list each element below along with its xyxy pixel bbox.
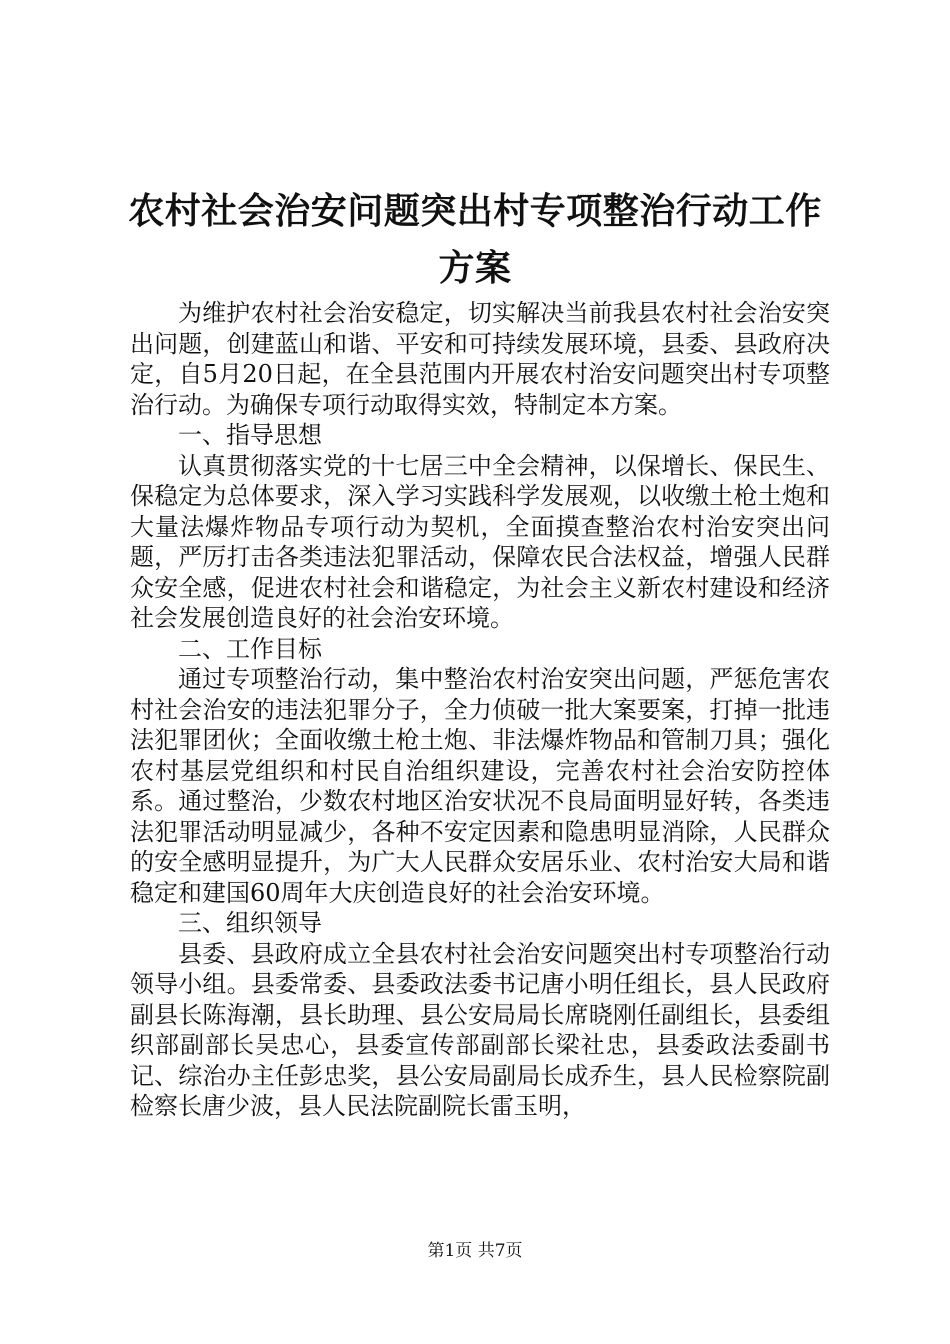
organization-paragraph: 县委、县政府成立全县农村社会治安问题突出村专项整治行动领导小组。县委常委、县委政法委书记唐小明任组长，县人民政府副县长陈海潮，县长助理、县公安局局长席晓刚任副组长，县委组织部副部长吴忠心，县委宣传部副部长梁社忠，县委政法委副书记、综治办主任彭忠奖，县公安局副局长成乔生，县人民检察院副检察长唐少波，县人民法院副院长雷玉明， bbox=[130, 939, 830, 1120]
page-footer: 第1页 共7页 bbox=[427, 1241, 523, 1261]
work-goals-paragraph: 通过专项整治行动，集中整治农村治安突出问题，严惩危害农村社会治安的违法犯罪分子，全力侦破一批大案要案，打掉一批违法犯罪团伙；全面收缴土枪土炮、非法爆炸物品和管制刀具；强化农村基层党组织和村民自治组织建设，完善农村社会治安防控体系。通过整治，少数农村地区治安状况不良局面明显好转，各类违法犯罪活动明显减少，各种不安定因素和隐患明显消除，人民群众的安全感明显提升，为广大人民群众安居乐业、农村治安大局和谐稳定和建国60周年大庆创造良好的社会治安环境。 bbox=[130, 665, 830, 907]
document-body bbox=[130, 298, 830, 1122]
section-heading-work-goals: 二、工作目标 bbox=[178, 634, 322, 663]
guiding-ideology-paragraph: 认真贯彻落实党的十七居三中全会精神，以保增长、保民生、保稳定为总体要求，深入学习实践科学发展观，以收缴土枪土炮和大量法爆炸物品专项行动为契机，全面摸查整治农村治安突出问题，严厉打击各类违法犯罪活动，保障农民合法权益，增强人民群众安全感，促进农村社会和谐稳定，为社会主义新农村建设和经济社会发展创造良好的社会治安环境。 bbox=[130, 451, 830, 632]
intro-paragraph: 为维护农村社会治安稳定，切实解决当前我县农村社会治安突出问题，创建蓝山和谐、平安和可持续发展环境，县委、县政府决定，自5月20日起，在全县范围内开展农村治安问题突出村专项整治行动。为确保专项行动取得实效，特制定本方案。 bbox=[130, 299, 830, 419]
section-heading-guiding-ideology: 一、指导思想 bbox=[178, 421, 322, 449]
document-title: 农村社会治安问题突出村专项整治行动工作方案 bbox=[128, 190, 822, 289]
section-heading-organization: 三、组织领导 bbox=[178, 909, 322, 937]
